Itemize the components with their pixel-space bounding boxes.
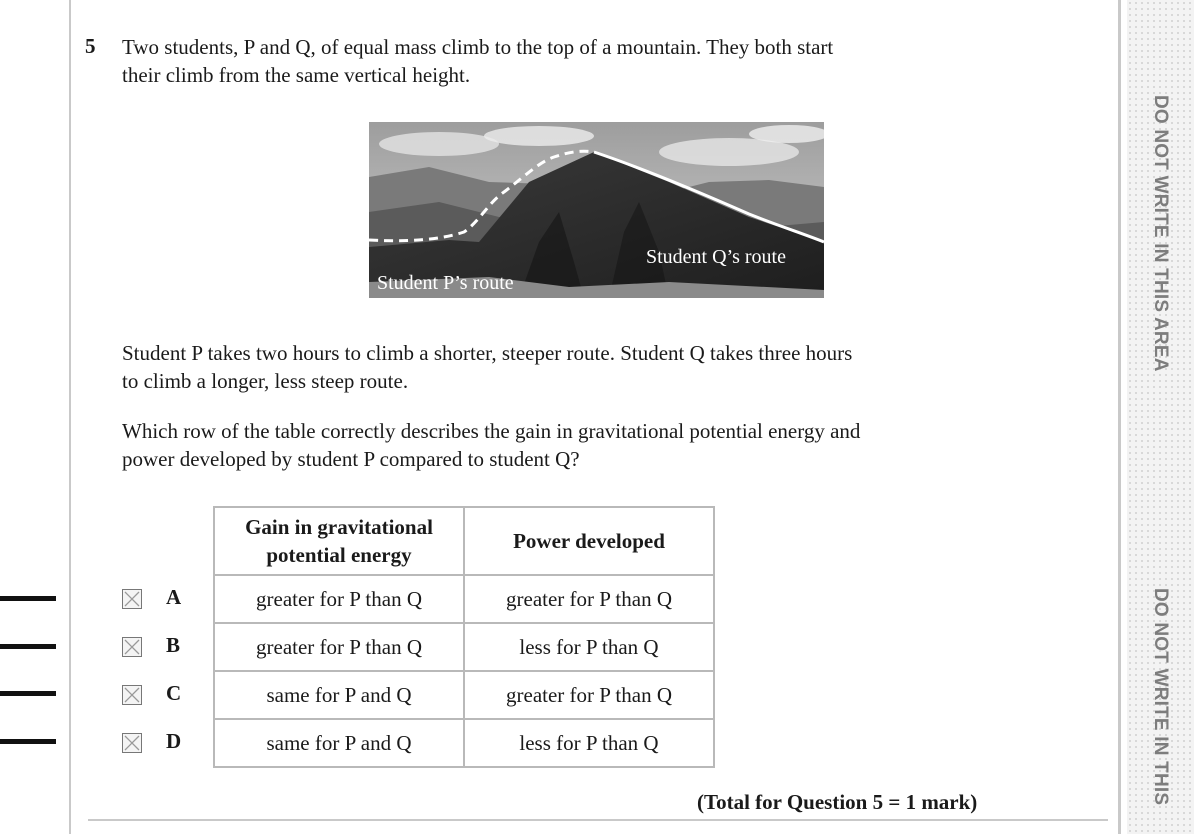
para3-line-2: power developed by student P compared to student Q? [122, 447, 580, 471]
bottom-divider [88, 819, 1108, 821]
cell-power: greater for P than Q [464, 671, 714, 719]
question-paragraph-2 [122, 339, 1002, 395]
header-power: Power developed [464, 507, 714, 575]
intro-line-1: Two students, P and Q, of equal mass climb to the top of a mountain. They both start [122, 35, 834, 59]
mountain-photo [369, 122, 824, 298]
option-b-checkbox[interactable] [122, 637, 142, 657]
margin-warning-1: DO NOT WRITE IN THIS AREA [1150, 95, 1171, 372]
margin-warning-2: DO NOT WRITE IN THIS [1150, 588, 1171, 806]
cell-power: less for P than Q [464, 719, 714, 767]
para2-line-2: to climb a longer, less steep route. [122, 369, 409, 393]
table-row [214, 575, 714, 623]
intro-line-2: their climb from the same vertical height. [122, 63, 471, 87]
option-d-checkbox[interactable] [122, 733, 142, 753]
answer-table [213, 506, 715, 768]
option-a-letter: A [166, 585, 182, 609]
question-number: 5 [85, 34, 96, 58]
cross-box-icon [123, 734, 141, 752]
cross-box-icon [123, 638, 141, 656]
question-paragraph-3 [122, 417, 1002, 473]
para2-line-1: Student P takes two hours to climb a shorter, steeper route. Student Q takes three hours [122, 341, 853, 365]
cross-box-icon [123, 686, 141, 704]
option-c-letter: C [166, 681, 182, 705]
cell-gpe: greater for P than Q [214, 575, 464, 623]
route-p-label: Student P’s route [377, 272, 514, 294]
cell-gpe: same for P and Q [214, 719, 464, 767]
option-a-checkbox[interactable] [122, 589, 142, 609]
answer-tick-mark [0, 739, 56, 744]
cell-power: less for P than Q [464, 623, 714, 671]
answer-tick-mark [0, 691, 56, 696]
cell-gpe: same for P and Q [214, 671, 464, 719]
cell-power: greater for P than Q [464, 575, 714, 623]
table-row [214, 623, 714, 671]
header-gpe-line-1: Gain in gravitational [245, 515, 433, 539]
answer-tick-mark [0, 596, 56, 601]
option-c-checkbox[interactable] [122, 685, 142, 705]
question-total: (Total for Question 5 = 1 mark) [697, 790, 978, 814]
cell-gpe: greater for P than Q [214, 623, 464, 671]
para3-line-1: Which row of the table correctly describes the gain in gravitational potential energy and [122, 419, 861, 443]
option-b-letter: B [166, 633, 181, 657]
header-gpe [214, 507, 464, 575]
table-header-row [214, 507, 714, 575]
header-gpe-line-2: potential energy [266, 543, 412, 567]
page-left-border [69, 0, 71, 834]
table-row [214, 671, 714, 719]
route-q-label: Student Q’s route [646, 246, 786, 268]
question-intro [122, 33, 1002, 89]
page-right-border [1118, 0, 1121, 834]
option-d-letter: D [166, 729, 182, 753]
table-row [214, 719, 714, 767]
cross-box-icon [123, 590, 141, 608]
answer-tick-mark [0, 644, 56, 649]
